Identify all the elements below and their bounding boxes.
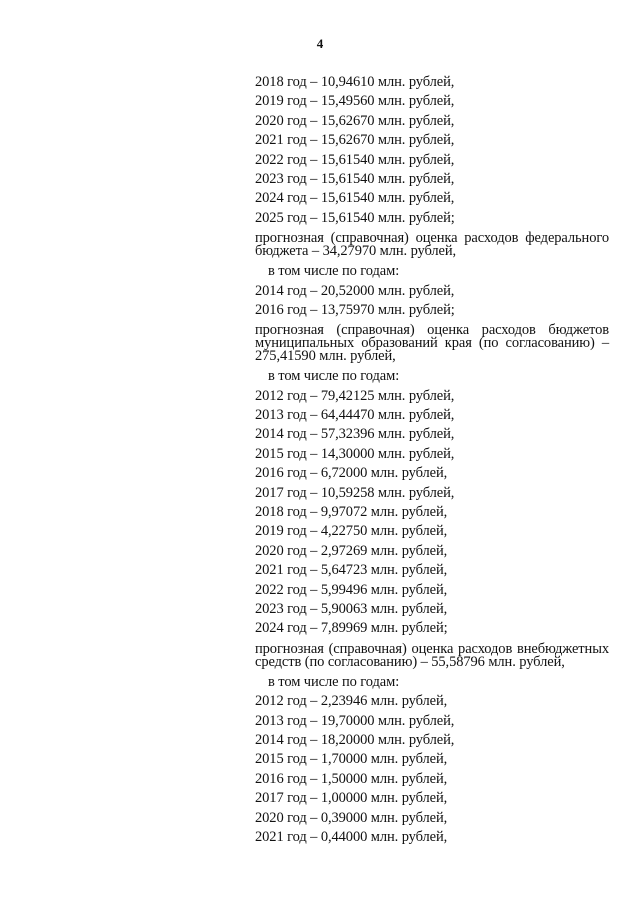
- year-amount-line: 2018 год – 10,94610 млн. рублей,: [255, 74, 455, 90]
- subheading-by-year: в том числе по годам:: [268, 368, 400, 385]
- year-amount-line: 2016 год – 6,72000 млн. рублей,: [255, 465, 448, 482]
- year-amount-line: 2022 год – 5,99496 млн. рублей,: [255, 581, 448, 598]
- year-amount-line: 2022 год – 15,61540 млн. рублей,: [255, 151, 455, 168]
- paragraph-line: муниципальных образований края (по согласованию) –: [255, 335, 609, 352]
- year-amount-line: 2012 год – 2,23946 млн. рублей,: [255, 693, 448, 710]
- subheading-by-year: в том числе по годам:: [268, 263, 400, 280]
- page-number: 4: [316, 36, 324, 51]
- year-amount-line: 2021 год – 15,62670 млн. рублей,: [255, 132, 455, 149]
- year-amount-line: 2016 год – 1,50000 млн. рублей,: [255, 770, 448, 787]
- year-amount-line: 2020 год – 2,97269 млн. рублей,: [255, 542, 448, 559]
- year-amount-line: 2016 год – 13,75970 млн. рублей;: [255, 301, 455, 318]
- year-amount-line: 2024 год – 7,89969 млн. рублей;: [255, 620, 448, 637]
- estimate-paragraph: [255, 232, 609, 258]
- year-amount-line: 2019 год – 15,49560 млн. рублей,: [255, 93, 455, 110]
- subheading-by-year: в том числе по годам:: [268, 673, 400, 690]
- year-amount-line: 2019 год – 4,22750 млн. рублей,: [255, 523, 448, 540]
- year-amount-line: 2014 год – 57,32396 млн. рублей,: [255, 426, 455, 443]
- paragraph-line: 275,41590 млн. рублей,: [255, 348, 396, 365]
- year-amount-line: 2025 год – 15,61540 млн. рублей;: [255, 209, 455, 226]
- document-body: [255, 73, 609, 847]
- year-amount-line: 2024 год – 15,61540 млн. рублей,: [255, 190, 455, 207]
- year-amount-line: 2017 год – 10,59258 млн. рублей,: [255, 484, 455, 501]
- year-amount-line: 2014 год – 18,20000 млн. рублей,: [255, 731, 455, 748]
- year-amount-line: 2023 год – 15,61540 млн. рублей,: [255, 170, 455, 187]
- paragraph-line: средств (по согласованию) – 55,58796 млн. рублей,: [255, 653, 565, 670]
- year-amount-line: 2021 год – 0,44000 млн. рублей,: [255, 828, 448, 845]
- estimate-paragraph: [255, 640, 609, 670]
- year-amount-line: 2020 год – 15,62670 млн. рублей,: [255, 112, 455, 129]
- paragraph-line: бюджета – 34,27970 млн. рублей,: [255, 243, 457, 260]
- year-amount-line: 2018 год – 9,97072 млн. рублей,: [255, 504, 448, 521]
- year-amount-line: 2017 год – 1,00000 млн. рублей,: [255, 790, 448, 807]
- year-amount-line: 2013 год – 19,70000 млн. рублей,: [255, 712, 455, 729]
- paragraph-line: прогнозная (справочная) оценка расходов федерального: [255, 230, 609, 247]
- year-amount-line: 2020 год – 0,39000 млн. рублей,: [255, 809, 448, 826]
- year-amount-line: 2013 год – 64,44470 млн. рублей,: [255, 407, 455, 424]
- year-amount-line: 2012 год – 79,42125 млн. рублей,: [255, 387, 455, 404]
- year-amount-line: 2015 год – 1,70000 млн. рублей,: [255, 751, 448, 768]
- year-amount-line: 2014 год – 20,52000 млн. рублей,: [255, 282, 455, 299]
- paragraph-line: прогнозная (справочная) оценка расходов внебюджетных: [255, 640, 609, 657]
- year-amount-line: 2021 год – 5,64723 млн. рублей,: [255, 562, 448, 579]
- estimate-paragraph: [255, 324, 609, 363]
- year-amount-line: 2023 год – 5,90063 млн. рублей,: [255, 600, 448, 617]
- year-amount-line: 2015 год – 14,30000 млн. рублей,: [255, 445, 455, 462]
- paragraph-line: прогнозная (справочная) оценка расходов бюджетов: [255, 322, 609, 339]
